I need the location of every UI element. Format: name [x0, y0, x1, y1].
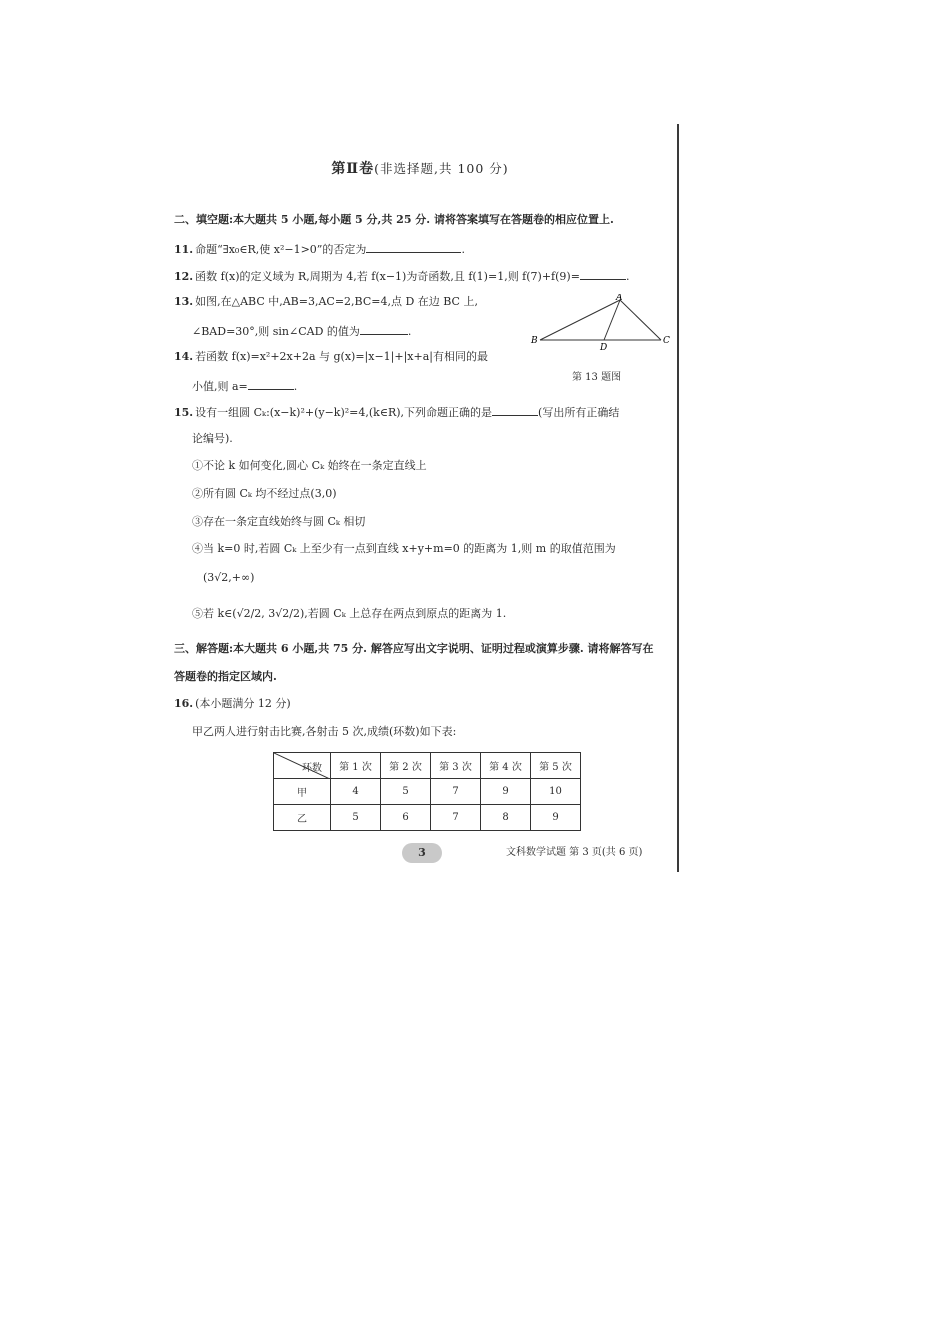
q14-line2: 小值,则 a= [192, 380, 248, 393]
q15-item-2: ②所有圆 Cₖ 均不经过点(3,0) [192, 487, 337, 500]
table-cell: 4 [331, 779, 381, 805]
table-corner-label: 环数 [302, 763, 322, 774]
q15-line1: 设有一组圆 Cₖ:(x−k)²+(y−k)²=4,(k∈R),下列命题正确的是 [195, 406, 493, 419]
question-13-line1 [174, 295, 478, 309]
question-12 [174, 268, 629, 284]
table-cell: 8 [481, 805, 531, 831]
q12-text: 函数 f(x)的定义域为 R,周期为 4,若 f(x−1)为奇函数,且 f(1)=1,则 f(7)+f(9)= [195, 270, 580, 283]
section-title-main: 第Ⅱ卷 [331, 161, 375, 177]
figure-13-caption: 第 13 题图 [572, 372, 622, 383]
q13-answer-blank [360, 323, 408, 335]
q15-number: 15. [174, 406, 194, 419]
q15-item-5: ⑤若 k∈(√2/2, 3√2/2),若圆 Cₖ 上总存在两点到原点的距离为 1. [192, 607, 507, 620]
q11-number: 11. [174, 243, 194, 256]
segment-ac [620, 300, 661, 340]
table-row [274, 805, 581, 831]
q14-line1: 若函数 f(x)=x²+2x+2a 与 g(x)=|x−1|+|x+a|有相同的最 [195, 350, 488, 363]
q16-intro: 甲乙两人进行射击比赛,各射击 5 次,成绩(环数)如下表: [192, 725, 457, 738]
table-cell: 10 [531, 779, 581, 805]
section3-heading-line1: 三、解答题:本大题共 6 小题,共 75 分. 解答应写出文字说明、证明过程或演算步骤. 请将解答写在 [174, 642, 654, 655]
question-14-line1 [174, 350, 488, 364]
q12-answer-blank [580, 268, 626, 280]
q13-line1: 如图,在△ABC 中,AB=3,AC=2,BC=4,点 D 在边 BC 上, [195, 295, 478, 308]
segment-ab [540, 300, 620, 340]
section2-heading: 二、填空题:本大题共 5 小题,每小题 5 分,共 25 分. 请将答案填写在答题卷的相应位置上. [174, 213, 614, 226]
question-16-header [174, 697, 291, 711]
triangle-figure [528, 294, 674, 354]
table-row [274, 779, 581, 805]
table-header-cell: 第 2 次 [381, 753, 431, 779]
q15-line1-tail: (写出所有正确结 [538, 406, 620, 419]
q16-number: 16. [174, 697, 194, 710]
q16-score: (本小题满分 12 分) [195, 697, 291, 710]
q15-item-4-range: (3√2,+∞) [203, 571, 255, 584]
vertex-b-label: B [531, 336, 538, 346]
q13-number: 13. [174, 295, 194, 308]
question-11 [174, 241, 465, 257]
q14-number: 14. [174, 350, 194, 363]
q15-item-4: ④当 k=0 时,若圆 Cₖ 上至少有一点到直线 x+y+m=0 的距离为 1,则 m 的取值范围为 [192, 542, 616, 555]
q12-number: 12. [174, 270, 194, 283]
footer-text: 文科数学试题 第 3 页(共 6 页) [506, 847, 643, 858]
table-cell: 9 [531, 805, 581, 831]
section-title-sub: (非选择题,共 100 分) [374, 161, 509, 176]
table-header-cell: 第 1 次 [331, 753, 381, 779]
q11-answer-blank [366, 241, 461, 253]
table-header-cell: 第 3 次 [431, 753, 481, 779]
q15-item-1: ①不论 k 如何变化,圆心 Cₖ 始终在一条定直线上 [192, 459, 427, 472]
question-15-line1 [174, 404, 619, 420]
table-row-label: 甲 [274, 779, 331, 805]
table-cell: 7 [431, 805, 481, 831]
table-header-cell: 第 5 次 [531, 753, 581, 779]
q13-end: . [407, 325, 412, 338]
table-cell: 6 [381, 805, 431, 831]
table-cell: 5 [331, 805, 381, 831]
shooting-score-table [273, 752, 581, 831]
q11-text: 命题“∃x₀∈R,使 x²−1>0”的否定为 [195, 243, 367, 256]
table-cell: 7 [431, 779, 481, 805]
vertex-a-label: A [616, 294, 623, 303]
table-corner-cell [274, 753, 331, 779]
vertex-c-label: C [663, 336, 670, 346]
page-right-border [677, 124, 679, 872]
q15-answer-blank [492, 404, 538, 416]
table-row-label: 乙 [274, 805, 331, 831]
question-14-line2 [192, 378, 297, 394]
page-number-badge: 3 [402, 843, 442, 863]
q12-end: . [625, 270, 630, 283]
table-cell: 5 [381, 779, 431, 805]
q14-answer-blank [248, 378, 294, 390]
question-13-line2 [192, 323, 411, 339]
table-header-cell: 第 4 次 [481, 753, 531, 779]
q15-item-3: ③存在一条定直线始终与圆 Cₖ 相切 [192, 515, 366, 528]
section3-heading-line2: 答题卷的指定区域内. [174, 670, 277, 683]
table-cell: 9 [481, 779, 531, 805]
q13-line2: ∠BAD=30°,则 sin∠CAD 的值为 [192, 325, 360, 338]
point-d-label: D [600, 343, 608, 353]
q14-end: . [293, 380, 298, 393]
section-title [0, 158, 840, 178]
q11-end: . [461, 243, 465, 256]
table-header-row [274, 753, 581, 779]
q15-line2: 论编号). [192, 432, 233, 445]
segment-ad [604, 300, 620, 340]
